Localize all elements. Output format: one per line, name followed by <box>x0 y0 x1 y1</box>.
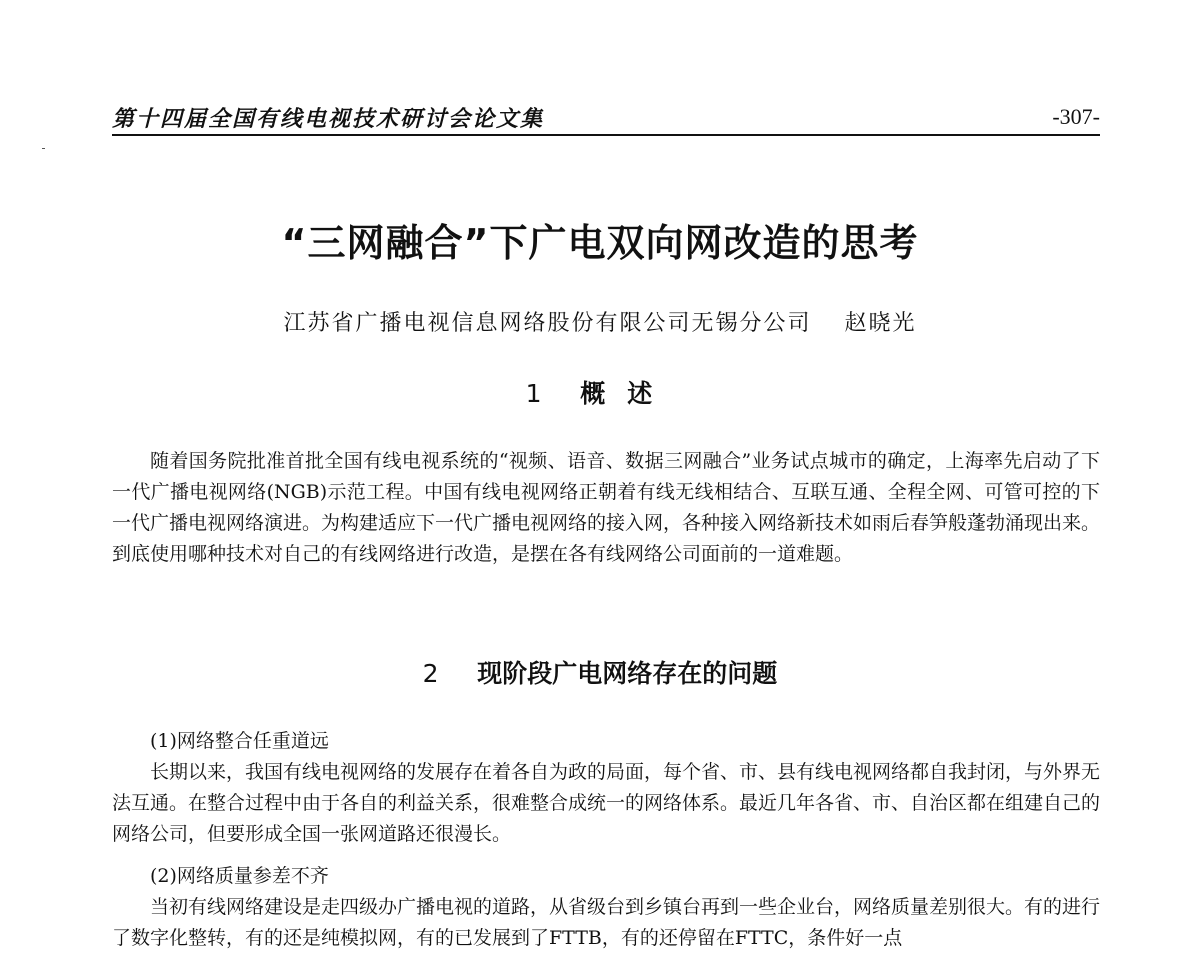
author-name: 赵晓光 <box>844 311 917 336</box>
section-number: 1 <box>525 379 542 408</box>
section-heading-problems <box>0 654 1200 690</box>
scan-speck <box>42 148 45 149</box>
affiliation: 江苏省广播电视信息网络股份有限公司无锡分公司 <box>283 311 812 336</box>
byline <box>0 306 1200 337</box>
paragraph: 当初有线网络建设是走四级办广播电视的道路，从省级台到乡镇台再到一些企业台，网络质量差别很大。有的进行了数字化整转，有的还是纯模拟网，有的已发展到了FTTB，有的还停留在FTTC，条件好一点 <box>112 896 1101 949</box>
paper-title: “三网融合”下广电双向网改造的思考 <box>281 221 919 265</box>
running-header <box>112 100 1100 136</box>
paragraph: 随着国务院批准首批全国有线电视系统的“视频、语音、数据三网融合”业务试点城市的确定，上海率先启动了下一代广播电视网络(NGB)示范工程。中国有线电视网络正朝着有线无线相结合、互联互通、全程全网、可管可控的下一代广播电视网络演进。为构建适应下一代广播电视网络的接入网，各种接入网络新技术如雨后春笋般蓬勃涌现出来。到底使用哪种技术对自己的有线网络进行改造，是摆在各有线网络公司面前的一道难题。 <box>112 450 1101 565</box>
page-number: -307- <box>1052 104 1100 129</box>
subsection-heading: (2)网络质量参差不齐 <box>150 865 329 887</box>
section-number: 2 <box>422 659 439 688</box>
proceedings-title: 第十四届全国有线电视技术研讨会论文集 <box>112 106 545 132</box>
subsection-heading: (1)网络整合任重道远 <box>150 730 329 752</box>
section-heading-overview <box>0 374 1200 410</box>
paragraph: 长期以来，我国有线电视网络的发展存在着各自为政的局面，每个省、市、县有线电视网络都自我封闭，与外界无法互通。在整合过程中由于各自的利益关系，很难整合成统一的网络体系。最近几年各省、市、自治区都在组建自己的网络公司，但要形成全国一张网道路还很漫长。 <box>112 761 1101 845</box>
section-title: 现阶段广电网络存在的问题 <box>477 659 778 688</box>
section-title: 概述 <box>580 379 675 408</box>
